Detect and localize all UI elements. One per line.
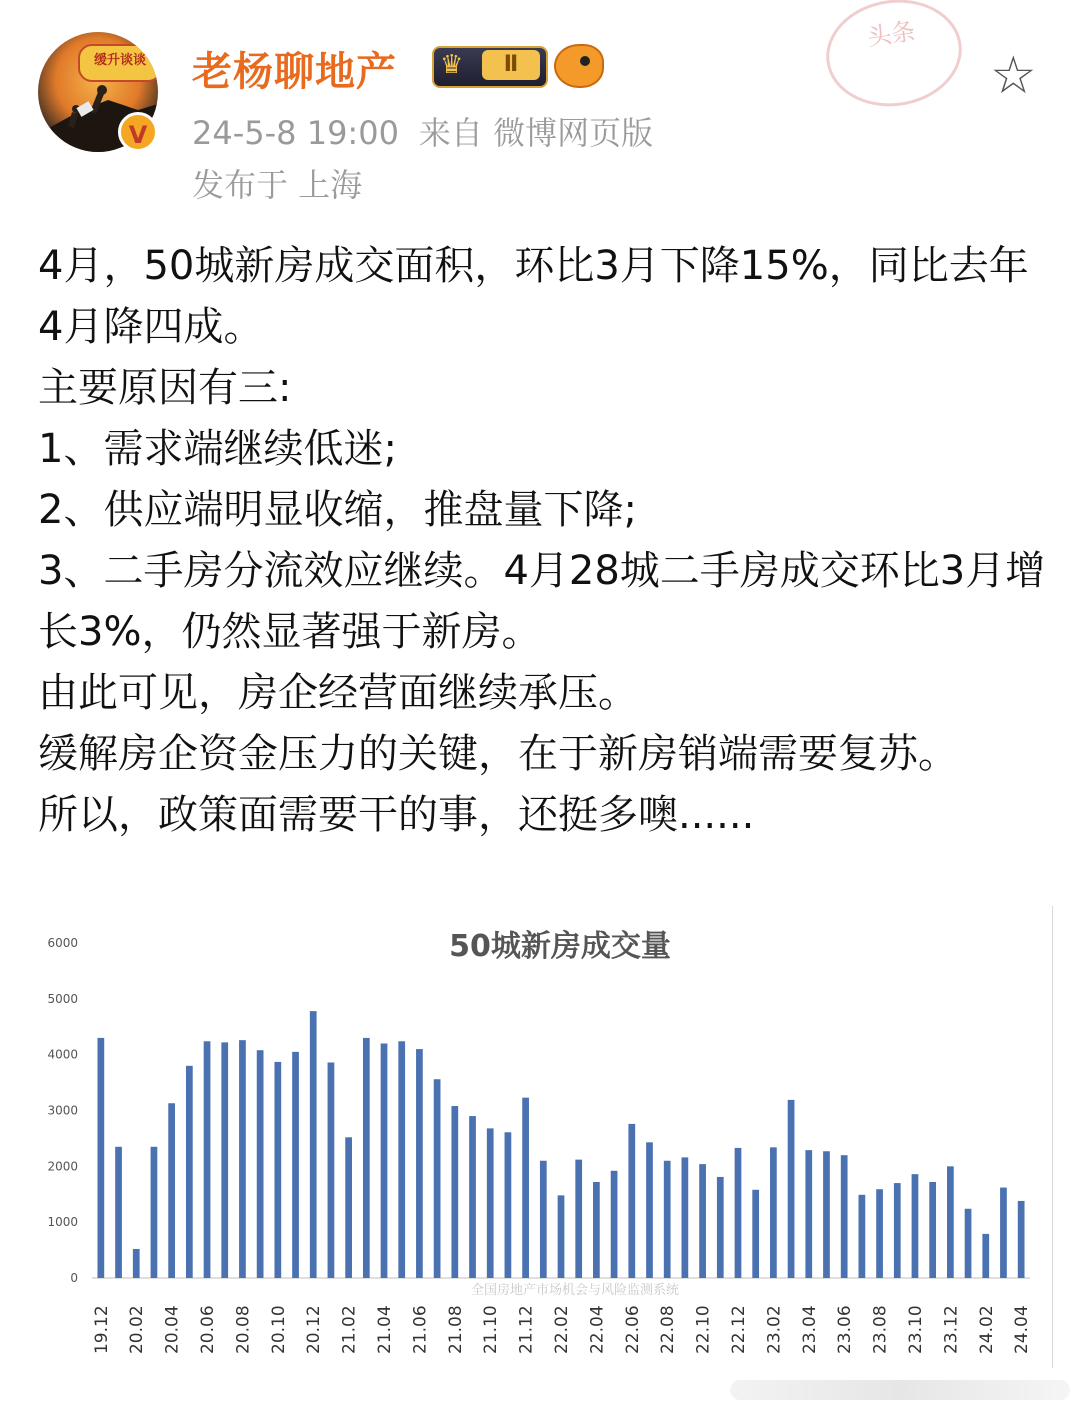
x-tick-label: 22.10 [693, 1305, 714, 1354]
bar-22.03 [575, 1160, 582, 1278]
y-tick-label: 0 [70, 1271, 78, 1285]
bar-20.06 [204, 1041, 211, 1278]
star-outline-icon[interactable]: ☆ [990, 46, 1037, 106]
bar-21.12 [522, 1098, 529, 1278]
post-location: 发布于 上海 [192, 166, 363, 204]
x-tick-label: 22.02 [552, 1305, 572, 1354]
x-tick-label: 23.04 [799, 1305, 820, 1354]
bar-23.04 [805, 1150, 812, 1278]
fish-emoji-icon [554, 44, 604, 88]
bar-20.08 [239, 1040, 246, 1278]
x-tick-label: 20.12 [304, 1305, 325, 1354]
bottom-toolbar-fade [730, 1380, 1070, 1400]
post-line: 4月，50城新房成交面积，环比3月下降15%，同比去年4月降四成。 [38, 243, 1029, 350]
bar-22.07 [646, 1142, 653, 1278]
post-line: 2、供应端明显收缩，推盘量下降; [38, 487, 637, 533]
verified-badge-icon: V [118, 112, 158, 152]
bar-21.11 [505, 1132, 512, 1278]
bar-chart [30, 906, 1052, 1368]
avatar-sticker: 缓升谈谈 [78, 44, 158, 82]
x-tick-label: 20.06 [198, 1305, 219, 1354]
level-badge-label: Ⅱ [482, 50, 540, 80]
bar-24.03 [1000, 1188, 1007, 1278]
x-tick-label: 23.10 [905, 1305, 926, 1354]
x-tick-label: 23.02 [764, 1305, 785, 1354]
y-tick-label: 2000 [47, 1159, 78, 1174]
chart-title: 50城新房成交量 [449, 929, 671, 964]
bar-24.01 [965, 1209, 972, 1278]
bar-22.10 [699, 1164, 706, 1278]
bar-20.11 [292, 1052, 299, 1278]
x-tick-label: 20.10 [268, 1305, 289, 1354]
bar-24.04 [1018, 1201, 1025, 1278]
bar-21.10 [487, 1128, 494, 1278]
bar-23.07 [859, 1195, 866, 1278]
bar-23.08 [876, 1189, 883, 1278]
bar-19.12 [97, 1038, 104, 1278]
x-tick-label: 21.08 [445, 1305, 466, 1354]
x-tick-label: 19.12 [91, 1305, 112, 1354]
bar-21.05 [398, 1041, 405, 1278]
bar-23.05 [823, 1151, 830, 1278]
x-tick-label: 21.06 [410, 1305, 431, 1354]
post-timestamp[interactable]: 24-5-8 19:00 [192, 114, 399, 152]
x-tick-label: 24.04 [1012, 1305, 1033, 1354]
y-tick-label: 5000 [47, 991, 78, 1006]
bar-22.09 [682, 1157, 689, 1278]
fish-eye [580, 56, 590, 66]
bar-23.11 [929, 1182, 936, 1278]
bar-23.06 [841, 1155, 848, 1278]
bar-21.07 [434, 1079, 441, 1278]
chart-image[interactable] [30, 906, 1053, 1368]
y-tick-label: 3000 [47, 1103, 78, 1118]
bar-21.03 [363, 1038, 370, 1278]
y-tick-label: 1000 [47, 1215, 78, 1230]
bar-20.12 [310, 1011, 317, 1278]
post-meta [192, 108, 673, 154]
bar-23.12 [947, 1166, 954, 1278]
x-tick-label: 21.12 [516, 1305, 537, 1354]
bar-20.04 [168, 1103, 175, 1278]
bar-22.04 [593, 1182, 600, 1278]
bar-22.02 [558, 1195, 565, 1278]
x-tick-label: 20.04 [162, 1305, 183, 1354]
x-tick-label: 21.02 [339, 1305, 360, 1354]
x-tick-label: 20.08 [233, 1305, 254, 1354]
bar-22.06 [628, 1124, 635, 1278]
bar-21.06 [416, 1049, 423, 1278]
bar-22.01 [540, 1161, 547, 1278]
bar-21.02 [345, 1137, 352, 1278]
bar-20.10 [274, 1062, 281, 1278]
bar-21.04 [381, 1044, 388, 1279]
crown-icon: ♛ [440, 50, 464, 80]
chart-watermark: 全国房地产市场机会与风险监测系统 [470, 1283, 680, 1298]
bar-23.01 [752, 1190, 759, 1278]
post-source: 来自 微博网页版 [418, 114, 654, 152]
headline-stamp: 头条 [819, 0, 968, 115]
bar-23.10 [912, 1174, 919, 1278]
y-tick-label: 6000 [47, 936, 78, 950]
bar-20.01 [115, 1147, 122, 1278]
post-line: 1、需求端继续低迷; [38, 426, 397, 472]
x-tick-label: 24.02 [976, 1305, 997, 1354]
y-tick-label: 4000 [47, 1047, 78, 1062]
bar-21.08 [451, 1106, 458, 1278]
post-line: 主要原因有三: [38, 365, 292, 411]
post-line: 缓解房企资金压力的关键，在于新房销端需要复苏。 [38, 731, 958, 777]
bar-21.09 [469, 1116, 476, 1278]
bar-23.09 [894, 1183, 901, 1278]
post-line: 所以，政策面需要干的事，还挺多噢...... [38, 792, 755, 838]
post-line: 由此可见，房企经营面继续承压。 [38, 670, 638, 716]
x-tick-label: 22.04 [587, 1305, 608, 1354]
bar-22.12 [735, 1148, 742, 1278]
bar-21.01 [328, 1062, 335, 1278]
x-tick-label: 23.08 [870, 1305, 891, 1354]
x-tick-label: 22.12 [728, 1305, 749, 1354]
x-tick-label: 22.08 [658, 1305, 679, 1354]
bar-23.03 [788, 1100, 795, 1278]
post-body [38, 236, 1048, 846]
x-tick-label: 20.02 [127, 1305, 148, 1354]
bar-22.08 [664, 1161, 671, 1278]
level-badge[interactable] [432, 46, 548, 88]
bar-20.03 [151, 1147, 158, 1278]
x-tick-label: 23.12 [941, 1305, 962, 1354]
x-tick-label: 23.06 [835, 1305, 856, 1354]
x-tick-label: 21.10 [481, 1305, 502, 1354]
bar-23.02 [770, 1147, 777, 1278]
username[interactable]: 老杨聊地产 [192, 49, 397, 95]
post-line: 3、二手房分流效应继续。4月28城二手房成交环比3月增长3%，仍然显著强于新房。 [38, 548, 1046, 655]
bar-20.07 [221, 1042, 228, 1278]
x-tick-label: 21.04 [375, 1305, 396, 1354]
bar-22.11 [717, 1177, 724, 1278]
bar-22.05 [611, 1171, 618, 1278]
bar-20.02 [133, 1249, 140, 1278]
bar-20.09 [257, 1050, 264, 1278]
bar-24.02 [982, 1234, 989, 1278]
x-tick-label: 22.06 [622, 1305, 643, 1354]
bar-20.05 [186, 1066, 193, 1278]
